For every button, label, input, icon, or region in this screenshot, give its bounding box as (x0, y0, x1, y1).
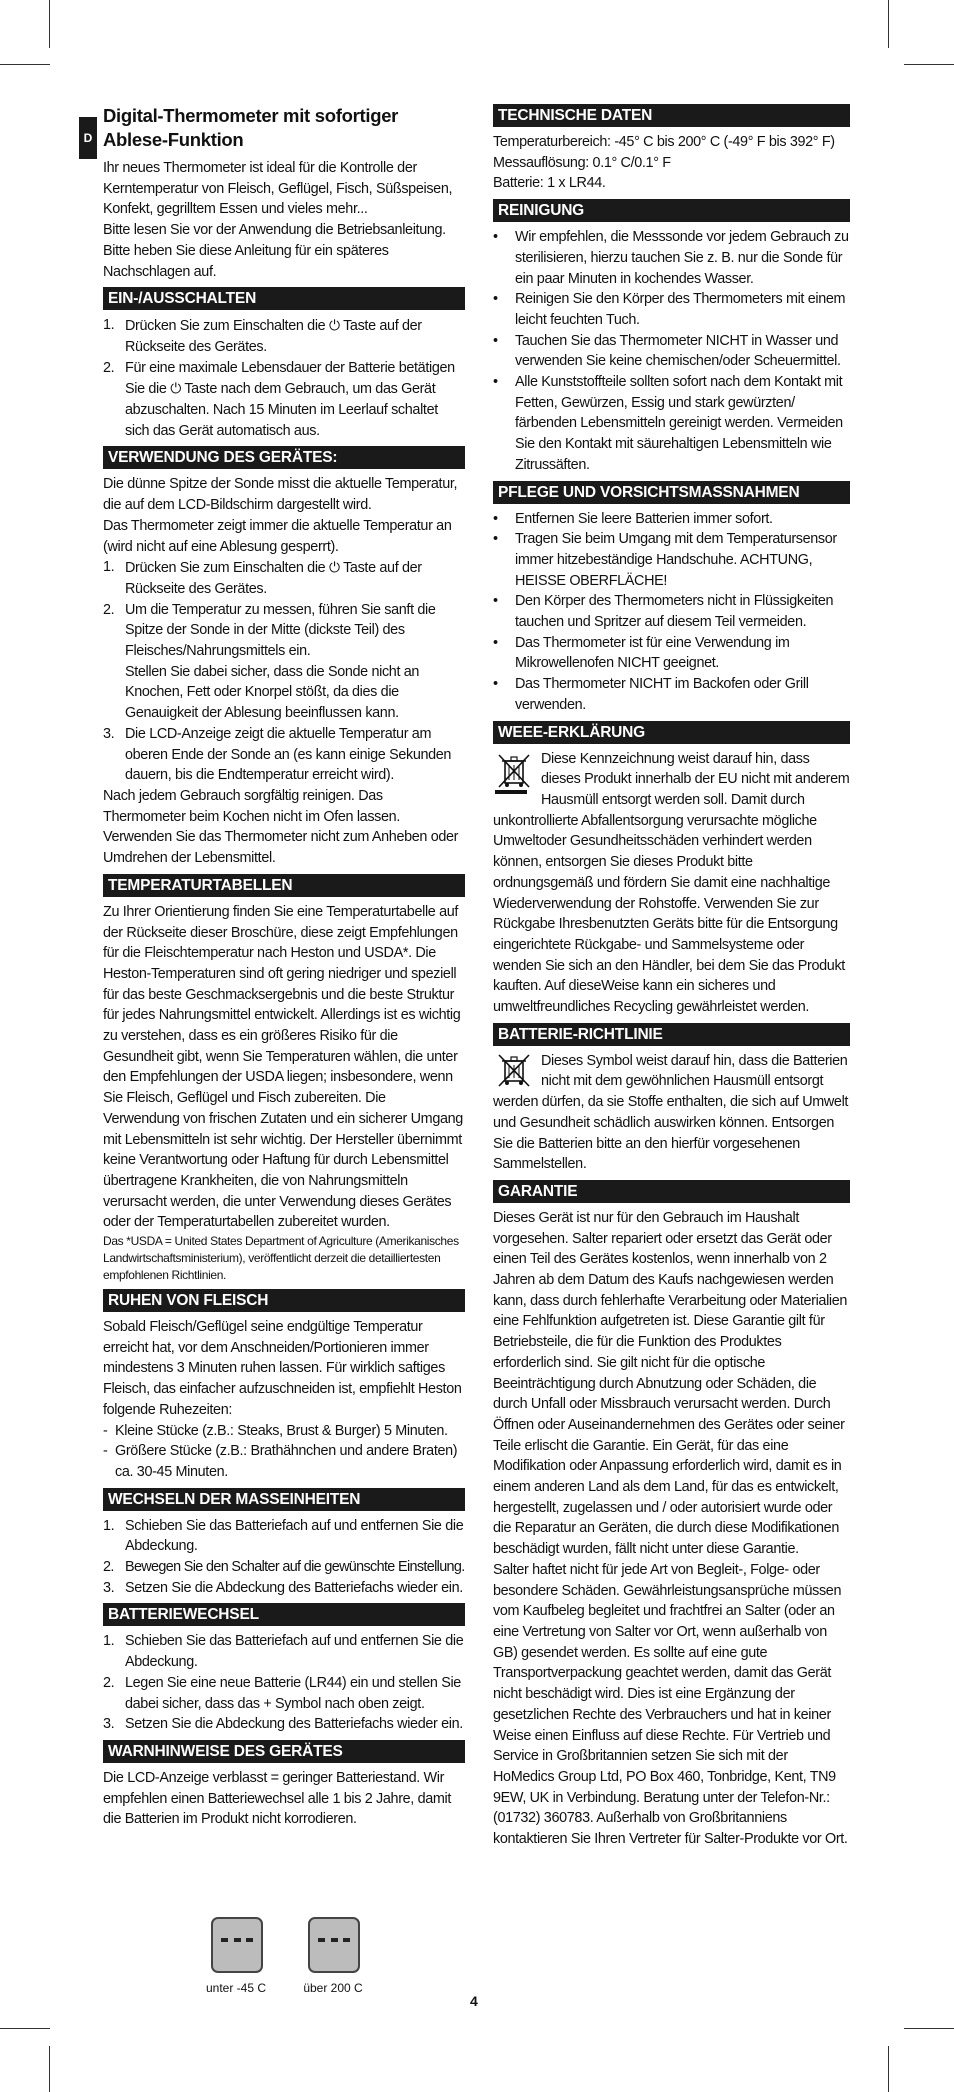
list-item (103, 1714, 465, 1735)
list-number: 1. (103, 559, 115, 576)
section-heading-batterie-richtlinie: BATTERIE-RICHTLINIE (493, 1023, 850, 1046)
list-text: Tragen Sie beim Umgang mit dem Temperatursensor immer hitzebeständige Handschuhe. ACHTUNG, HEISSE OBERFLÄCHE! (515, 531, 837, 589)
list-item (493, 289, 850, 330)
bullet: • (493, 332, 498, 349)
list-number: 2. (103, 1674, 115, 1691)
list-text: Schieben Sie das Batteriefach auf und entfernen Sie die Abdeckung. (125, 1517, 464, 1555)
paragraph: Zu Ihrer Orientierung finden Sie eine Temperaturtabelle auf der Rückseite dieser Broschüre, diese zeigt Empfehlungen für die Fleischtemperatur nach Heston und USDA*. Die Heston-Temperaturen sind oft gering niedriger und speziell für das beste Geschmacksergebnis und die beste Struktur für jedes Nahrungsmittel entwickelt. Allerdings ist es wichtig zu verstehen, dass es ein größeres Risiko für die Gesundheit gibt, wenn Sie Temperaturen wählen, die unter den Empfehlungen der USDA liegen; insbesondere, wenn Sie Fleisch, Geflügel und Fisch zubereiten. Die Verwendung von frischen Zutaten und ein sicherer Umgang mit Lebensmitteln ist sehr wichtig. Der Hersteller übernimmt keine Verantwortung oder Haftung für durch Lebensmittel übertragene Krankheiten, die von Nahrungsmitteln verursacht werden, die unter Verwendung dieses Gerätes oder der Temperaturtabellen zubereitet wurden. (103, 903, 463, 1231)
crop-mark (904, 2028, 954, 2029)
list-text: Legen Sie eine neue Batterie (LR44) ein und stellen Sie dabei sicher, dass das + Symbol nach oben zeigt. (125, 1674, 461, 1712)
lcd-display-low-illustration (211, 1917, 263, 1973)
list-item (103, 315, 465, 357)
list-text: Um die Temperatur zu messen, führen Sie sanft die Spitze der Sonde in der Mitte (dickste Teil) des Fleisches/Nahrungsmittels ein. (125, 601, 436, 660)
paragraph: Sobald Fleisch/Geflügel seine endgültige Temperatur erreicht hat, vor dem Anschneiden/Portionieren immer mindestens 3 Minuten ruhen lassen. Für wirklich saftiges Fleisch, das einfacher aufzuschneiden ist, empfiehlt Heston folgende Ruhezeiten: (103, 1319, 462, 1418)
list-item (493, 674, 850, 715)
list-text: Taste nach dem Gebrauch, um das Gerät abzuschalten. Nach 15 Minuten im Leerlauf schaltet sich das Gerät automatisch aus. (125, 381, 438, 439)
section-heading-batteriewechsel: BATTERIEWECHSEL (103, 1603, 465, 1626)
section-heading-temperaturtabellen: TEMPERATURTABELLEN (103, 874, 465, 897)
section-heading-weee: WEEE-ERKLÄRUNG (493, 721, 850, 744)
pflege-list (493, 509, 850, 716)
list-text: Alle Kunststoffteile sollten sofort nach dem Kontakt mit Fetten, Gewürzen, Essig und stark gewürzten/ färbenden Lebensmitteln gereinigt werden. Vermeiden Sie den Kontakt mit säurehaltigen Lebensmitteln wie Zitrussäften. (515, 374, 843, 473)
crop-mark (49, 2046, 50, 2092)
list-text: Die LCD-Anzeige zeigt die aktuelle Temperatur am oberen Ende der Sonde an (es kann einige Sekunden dauern, bis die Endtemperatur erreicht wird). (125, 725, 452, 784)
spec-line: Batterie: 1 x LR44. (493, 175, 606, 192)
language-tab: D (79, 117, 97, 159)
list-text: Das Thermometer NICHT im Backofen oder Grill verwenden. (515, 676, 809, 713)
power-symbol-icon: ⏻ (328, 317, 340, 334)
battery-block (493, 1051, 850, 1175)
batteriewechsel-list (103, 1631, 465, 1735)
list-text: Reinigen Sie den Körper des Thermometers mit einem leicht feuchten Tuch. (515, 291, 846, 328)
list-text: Tauchen Sie das Thermometer NICHT in Wasser und verwenden Sie keine chemischen/oder Scheuermittel. (515, 332, 841, 370)
left-column (103, 104, 465, 1830)
list-text: Bewegen Sie den Schalter auf die gewünschte Einstellung. (125, 1559, 465, 1576)
list-item (493, 591, 850, 632)
list-text: Taste auf der Rückseite des Gerätes. (125, 318, 422, 355)
list-item (493, 529, 850, 591)
bullet: • (493, 634, 498, 651)
list-text: Kleine Stücke (z.B.: Steaks, Brust & Burger) 5 Minuten. (115, 1422, 448, 1439)
power-symbol-icon: ⏻ (170, 380, 181, 397)
crop-mark (888, 2046, 889, 2092)
list-item (103, 1673, 465, 1714)
list-text: Setzen Sie die Abdeckung des Batteriefachs wieder ein. (125, 1579, 463, 1596)
spec-line: Messauflösung: 0.1° C/0.1° F (493, 154, 671, 171)
paragraph: Salter haftet nicht für jede Art von Begleit-, Folge- oder besondere Schäden. Gewährleistungsansprüche müssen vom Kaufbeleg begleitet und frachtfrei an Salter (oder an eine Vertretung von Salter vor Ort, wenn außerhalb von GB) gesendet werden. Es sollte auf eine gute Transportverpackung geachtet werden, damit das Gerät nicht beschädigt wird. Dies ist eine Ergänzung der gesetzlichen Rechte des Verbrauchers und hat in keiner Weise einen Einfluss auf diese Rechte. Für Vertrieb und Service in Großbritannien setzen Sie sich mit der HoMedics Group Ltd, PO Box 460, Tonbridge, Kent, TN9 9EW, UK in Verbindung. Beratung unter der Telefon-Nr.: (01732) 360783. Außerhalb von Großbritanniens kontaktieren Sie Ihren Vertreter für Salter-Produkte vor Ort. (493, 1561, 848, 1848)
crop-mark (0, 2028, 50, 2029)
list-item (103, 724, 465, 786)
list-text: Größere Stücke (z.B.: Brathähnchen und andere Braten) ca. 30-45 Minuten. (115, 1443, 458, 1480)
page-title: Digital-Thermometer mit sofortiger Ablese-Funktion (103, 105, 399, 150)
masseinheiten-list (103, 1516, 465, 1599)
ruhen-list (103, 1421, 465, 1483)
lcd-display-high-illustration (308, 1917, 360, 1973)
lcd-label-high: über 200 C (303, 1981, 363, 1995)
page-number: 4 (470, 1993, 478, 2009)
list-text: Setzen Sie die Abdeckung des Batteriefachs wieder ein. (125, 1716, 463, 1733)
list-dash: - (103, 1443, 108, 1460)
list-item (103, 557, 465, 599)
lcd-label-low: unter -45 C (205, 1981, 267, 1995)
section-heading-warnhinweise: WARNHINWEISE DES GERÄTES (103, 1740, 465, 1763)
list-item (103, 1421, 465, 1442)
list-text: Stellen Sie dabei sicher, dass die Sonde nicht an Knochen, Fett oder Knorpel stößt, da dies die Genauigkeit der Ablesung beeinflussen kann. (125, 663, 420, 722)
list-text: Drücken Sie zum Einschalten die (125, 318, 329, 335)
list-text: Drücken Sie zum Einschalten die (125, 560, 329, 577)
bullet: • (493, 593, 498, 610)
list-text: Das Thermometer ist für eine Verwendung im Mikrowellenofen NICHT geeignet. (515, 634, 790, 672)
section-heading-masseinheiten: WECHSELN DER MASSEINHEITEN (103, 1488, 465, 1511)
bullet: • (493, 676, 498, 693)
list-item (103, 1441, 465, 1482)
list-item (493, 509, 850, 530)
section-heading-pflege: PFLEGE UND VORSICHTSMASSNAHMEN (493, 481, 850, 504)
list-text: Schieben Sie das Batteriefach auf und entfernen Sie die Abdeckung. (125, 1633, 464, 1671)
bullet: • (493, 374, 498, 391)
list-number: 2. (103, 601, 115, 618)
weee-block (493, 749, 850, 1018)
lcd-dashes-icon (221, 1938, 253, 1942)
list-text: Taste auf der Rückseite des Gerätes. (125, 560, 422, 597)
paragraph: Das Thermometer zeigt immer die aktuelle Temperatur an (wird nicht auf eine Ablesung gesperrt). (103, 517, 452, 555)
lcd-dashes-icon (318, 1938, 350, 1942)
reinigung-list (493, 227, 850, 475)
list-text: Entfernen Sie leere Batterien immer sofort. (515, 510, 773, 527)
list-text: Den Körper des Thermometers nicht in Flüssigkeiten tauchen und Spritzer auf diesem Teil vermeiden. (515, 593, 834, 631)
list-item (103, 1631, 465, 1672)
footnote: Das *USDA = United States Department of Agriculture (Amerikanisches Landwirtschaftsministerium), veröffentlicht derzeit die detailliertesten empfohlenen Richtlinien. (103, 1234, 459, 1283)
section-heading-ruhen: RUHEN VON FLEISCH (103, 1289, 465, 1312)
list-number: 1. (103, 1633, 115, 1650)
list-dash: - (103, 1422, 108, 1439)
section-heading-reinigung: REINIGUNG (493, 199, 850, 222)
list-item (103, 1557, 465, 1578)
ein-aus-list (103, 315, 465, 441)
crop-mark (49, 0, 50, 48)
section-heading-verwendung: VERWENDUNG DES GERÄTES: (103, 446, 465, 469)
list-text: Wir empfehlen, die Messsonde vor jedem Gebrauch zu sterilisieren, hierzu tauchen Sie z. B. nur die Sonde für ein paar Minuten in kochendes Wasser. (515, 229, 849, 287)
list-text: Für eine maximale Lebensdauer der Batterie betätigen Sie die (125, 359, 455, 398)
intro-paragraph: Bitte lesen Sie vor der Anwendung die Betriebsanleitung. Bitte heben Sie diese Anleitung für ein späteres Nachschlagen auf. (103, 222, 446, 280)
list-item (103, 600, 465, 724)
crop-mark (0, 64, 50, 65)
paragraph: Die dünne Spitze der Sonde misst die aktuelle Temperatur, die auf dem LCD-Bildschirm dargestellt wird. (103, 476, 458, 514)
list-item (493, 227, 850, 289)
list-item (493, 372, 850, 476)
list-number: 2. (103, 359, 115, 376)
right-column (493, 104, 850, 1850)
list-number: 3. (103, 1579, 115, 1596)
power-symbol-icon: ⏻ (328, 559, 340, 576)
bullet: • (493, 229, 498, 246)
crossed-out-bin-icon (493, 751, 537, 795)
paragraph: Dieses Gerät ist nur für den Gebrauch im Haushalt vorgesehen. Salter repariert oder ersetzt das Gerät oder einen Teil des Gerätes kostenlos, wenn innerhalb von 2 Jahren ab dem Datum des Kaufs nachgewiesen werden kann, dass durch fehlerhafte Verarbeitung oder Materialien eine Fehlfunktion aufgetreten ist. Diese Garantie gilt für Betriebsteile, die für die Funktion des Produktes erforderlich sind. Sie gilt nicht für die optische Beeinträchtigung durch Abnutzung oder Schäden, die durch Unfall oder Missbrauch verursacht werden. Durch Öffnen oder Auseinandernehmen des Gerätes oder seiner Teile erlischt die Garantie. Ein Gerät, für das eine Modifikation oder Anpassung erforderlich wird, damit es in einem anderen Land als dem Land, für das es entwickelt, hergestellt, zugelassen und / oder autorisiert wurde oder die Reparatur an Geräten, die durch diese Modifikationen beschädigt wurden, fällt nicht unter diese Garantie. (493, 1209, 848, 1558)
list-item (493, 633, 850, 674)
list-number: 3. (103, 1716, 115, 1733)
paragraph: Dieses Symbol weist darauf hin, dass die Batterien nicht mit dem gewöhnlichen Hausmüll entsorgt werden dürfen, da sie Stoffe enthalten, die sich auf Umwelt und Gesundheit schädlich auswirken können. Entsorgen Sie die Batterien bitte an den hierfür vorgesehenen Sammelstellen. (493, 1052, 849, 1173)
paragraph: Diese Kennzeichnung weist darauf hin, dass dieses Produkt innerhalb der EU nicht mit anderem Hausmüll entsorgt werden soll. Damit durch unkontrollierte Abfallentsorgung verursachte mögliche Umweltoder Gesundheitsschäden verhindert werden können, entsorgen Sie dieses Produkt bitte ordnungsgemäß und fördern Sie damit eine nachhaltige Wiederverwendung der Rohstoffe. Verwenden Sie zur Rückgabe Ihresbenutzten Geräts bitte für die Entsorgung eingerichtete Rückgabe- und Sammelsysteme oder wenden Sie sich an den Händler, bei dem Sie das Produkt kauften. Auf dieseWeise kann ein sicheres und umweltfreundliches Recycling gewährleistet werden. (493, 750, 850, 1016)
bullet: • (493, 291, 498, 308)
list-item (103, 1578, 465, 1599)
section-heading-technische-daten: TECHNISCHE DATEN (493, 104, 850, 127)
verwendung-list (103, 557, 465, 786)
intro-paragraph: Ihr neues Thermometer ist ideal für die Kontrolle der Kerntemperatur von Fleisch, Geflügel, Fisch, Süßspeisen, Konfekt, gegrilltem Essen und vieles mehr... (103, 160, 453, 218)
paragraph: Die LCD-Anzeige verblasst = geringer Batteriestand. Wir empfehlen einen Batteriewechsel alle 1 bis 2 Jahre, damit die Batterien im Produkt nicht korrodieren. (103, 1770, 452, 1828)
bullet: • (493, 510, 498, 527)
spec-line: Temperaturbereich: -45° C bis 200° C (-49° F bis 392° F) (493, 134, 835, 150)
crop-mark (904, 64, 954, 65)
paragraph: Nach jedem Gebrauch sorgfältig reinigen. Das Thermometer beim Kochen nicht im Ofen lassen. Verwenden Sie das Thermometer nicht zum Anheben oder Umdrehen der Lebensmittel. (103, 787, 459, 867)
section-heading-garantie: GARANTIE (493, 1180, 850, 1203)
list-number: 2. (103, 1559, 114, 1576)
list-item (103, 358, 465, 442)
list-item (103, 1516, 465, 1557)
crossed-out-bin-icon (493, 1053, 537, 1089)
crop-mark (888, 0, 889, 48)
list-number: 3. (103, 725, 115, 742)
section-heading-ein-aus: EIN-/AUSSCHALTEN (103, 287, 465, 310)
list-number: 1. (103, 317, 115, 334)
list-item (493, 331, 850, 372)
list-number: 1. (103, 1517, 115, 1534)
bullet: • (493, 531, 498, 548)
